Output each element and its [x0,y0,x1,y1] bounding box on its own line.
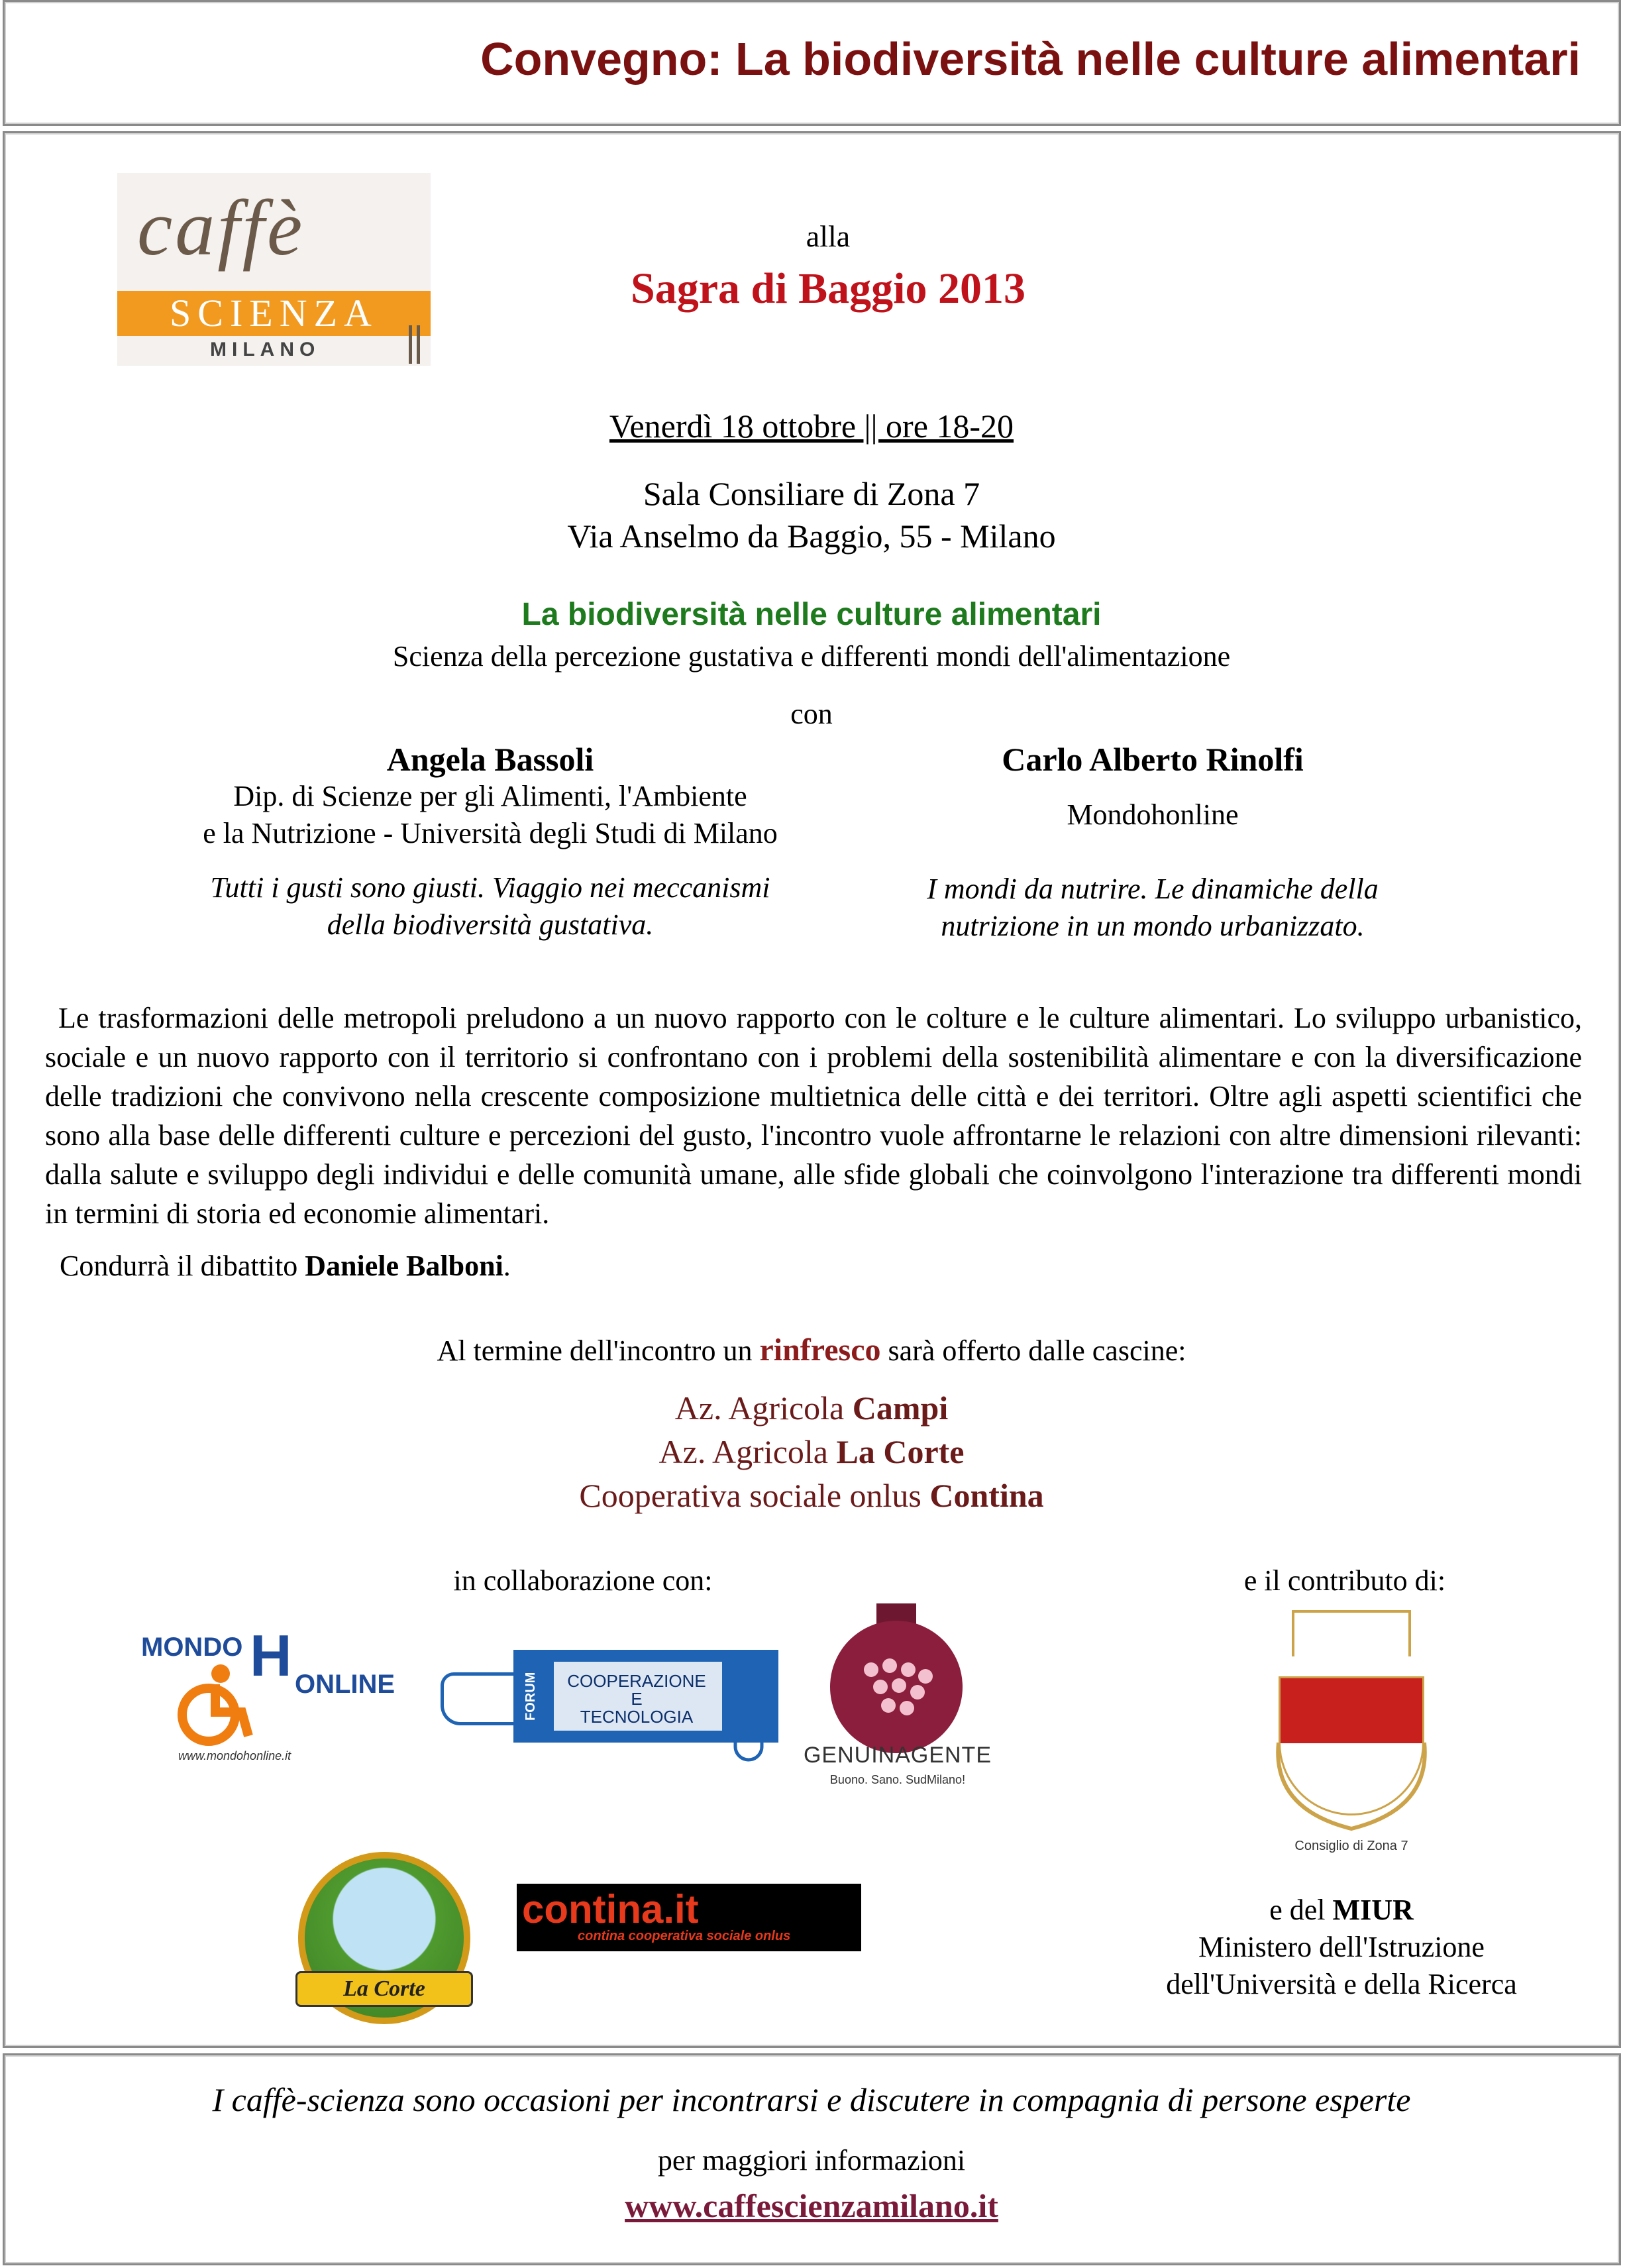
laurel-icon [1265,1736,1438,1835]
logo-city: MILANO [210,339,321,360]
contina-logo [517,1884,861,1951]
description-text: Le trasformazioni delle metropoli preludono a un nuovo rapporto con le colture e le culture alimentari. Lo sviluppo urbanistico, sociale e un nuovo rapporto con il territorio si confrontano con i problemi della sostenibilità alimentare e con la diversificazione delle tradizioni che convivono nella crescente composizione multietnica delle città e dei territori. Oltre agli aspetti scientifici che sono alla base delle differenti culture e percezioni del gusto, l'incontro vuole affrontarne le relazioni con altre dimensioni rilevanti: dalla salute e sviluppo degli individui e delle comunità umane, alle sfide globali che coinvolgono l'interazione tra differenti mondi in termini di storia ed economie alimentari. [45,1002,1582,1230]
header-box [3,0,1621,126]
with-label: con [790,698,833,730]
speaker-name: Carlo Alberto Rinolfi [1002,741,1304,778]
miur-block [1093,1892,1590,2003]
collaboration-label: in collaborazione con: [453,1564,713,1597]
footer-tagline: I caffè-scienza sono occasioni per incontrarsi e discutere in compagnia di persone esperte [212,2081,1411,2118]
miur-prefix: e del [1269,1894,1333,1926]
farm-item [397,1386,1226,1430]
caffe-scienza-logo [117,173,431,366]
moderator-name: Daniele Balboni [305,1250,503,1282]
forum-cooperazione-logo [441,1650,778,1759]
logo-stroke [409,325,412,364]
event-prefix: alla [806,219,851,253]
genuina-slogan: Buono. Sano. SudMilano! [829,1773,966,1786]
event-name: Sagra di Baggio 2013 [631,264,1025,313]
website-link[interactable]: www.caffescienzamilano.it [625,2187,998,2224]
speaker-talk: nutrizione in un mondo urbanizzato. [941,910,1365,942]
event-date [464,407,1159,445]
miur-name: MIUR [1332,1894,1414,1926]
speaker-card [808,741,1497,945]
mondo-letter: H [250,1623,292,1688]
consiglio-zona7-logo [1252,1610,1451,1862]
moderator-prefix: Condurrà il dibattito [60,1250,305,1282]
refreshment-before: Al termine dell'incontro un [437,1334,760,1367]
event-date-text: Venerdì 18 ottobre || ore 18-20 [609,407,1014,445]
farm-item [397,1430,1226,1474]
miur-line: Ministero dell'Istruzione [1198,1931,1485,1963]
zona7-crown [1292,1610,1411,1656]
logo-band: SCIENZA [117,291,431,336]
la-corte-logo [298,1852,470,2024]
farm-name: La Corte [836,1433,965,1470]
miur-line: dell'Università e della Ricerca [1166,1968,1517,2000]
miur-title [1093,1892,1590,1929]
speaker-card [132,741,848,944]
speaker-talk: della biodiversità gustativa. [327,908,654,941]
farm-name: Contina [929,1477,1044,1514]
moderator-line [60,1249,511,1283]
page-title: Convegno: La biodiversità nelle culture alimentari [480,33,1581,85]
genuina-name: GENUINAGENTE [803,1743,992,1768]
corte-ribbon: La Corte [295,1971,473,2007]
speaker-talk: I mondi da nutrire. Le dinamiche della [927,873,1379,905]
speaker-affiliation: e la Nutrizione - Università degli Studi di Milano [203,817,778,849]
forum-label-line: E [631,1689,643,1709]
mondohonline-logo [136,1617,401,1776]
description-paragraph [45,999,1582,1233]
forum-label-line: COOPERAZIONE [567,1671,706,1691]
topic-subtitle: Scienza della percezione gustativa e differenti mondi dell'alimentazione [392,640,1231,673]
farm-list [397,1386,1226,1517]
forum-label-line: TECNOLOGIA [580,1707,694,1727]
contina-name: contina.it [522,1887,699,1931]
speaker-name: Angela Bassoli [386,741,594,778]
contribution-label: e il contributo di: [1243,1564,1446,1597]
event-venue [464,472,1159,557]
refreshment-after: sarà offerto dalle cascine: [880,1334,1186,1367]
farm-prefix: Az. Agricola [658,1433,837,1470]
forum-label [557,1672,716,1726]
mouse-icon [725,1716,772,1762]
wheelchair-icon [169,1663,255,1749]
venue-line-2: Via Anselmo da Baggio, 55 - Milano [567,517,1056,555]
speaker-talk: Tutti i gusti sono giusti. Viaggio nei meccanismi [210,871,770,904]
speaker-affiliation: Mondohonline [1067,798,1239,831]
refreshment-highlight: rinfresco [759,1332,881,1368]
moderator-suffix: . [503,1250,511,1282]
seeds-icon [851,1650,944,1729]
topic-title: La biodiversità nelle culture alimentari [521,597,1102,632]
farm-item [397,1474,1226,1517]
hand-icon [441,1672,520,1725]
farm-prefix: Cooperativa sociale onlus [579,1477,930,1514]
genuinagente-logo [798,1603,997,1802]
forum-strip: FORUM [523,1662,554,1731]
zona7-label: Consiglio di Zona 7 [1294,1839,1408,1853]
farm-prefix: Az. Agricola [674,1389,853,1427]
mondo-word: MONDO [141,1633,243,1662]
mondo-url: www.mondohonline.it [178,1749,291,1762]
farm-name: Campi [852,1389,949,1427]
logo-script: caffè [137,184,305,272]
mondo-word: ONLINE [295,1670,395,1699]
footer-info: per maggiori informazioni [657,2144,966,2177]
refreshment-line [199,1332,1424,1368]
contina-tagline: contina cooperativa sociale onlus [578,1929,791,1943]
logo-stroke [417,325,420,364]
venue-line-1: Sala Consiliare di Zona 7 [643,475,980,512]
speaker-affiliation: Dip. di Scienze per gli Alimenti, l'Ambiente [233,780,747,812]
